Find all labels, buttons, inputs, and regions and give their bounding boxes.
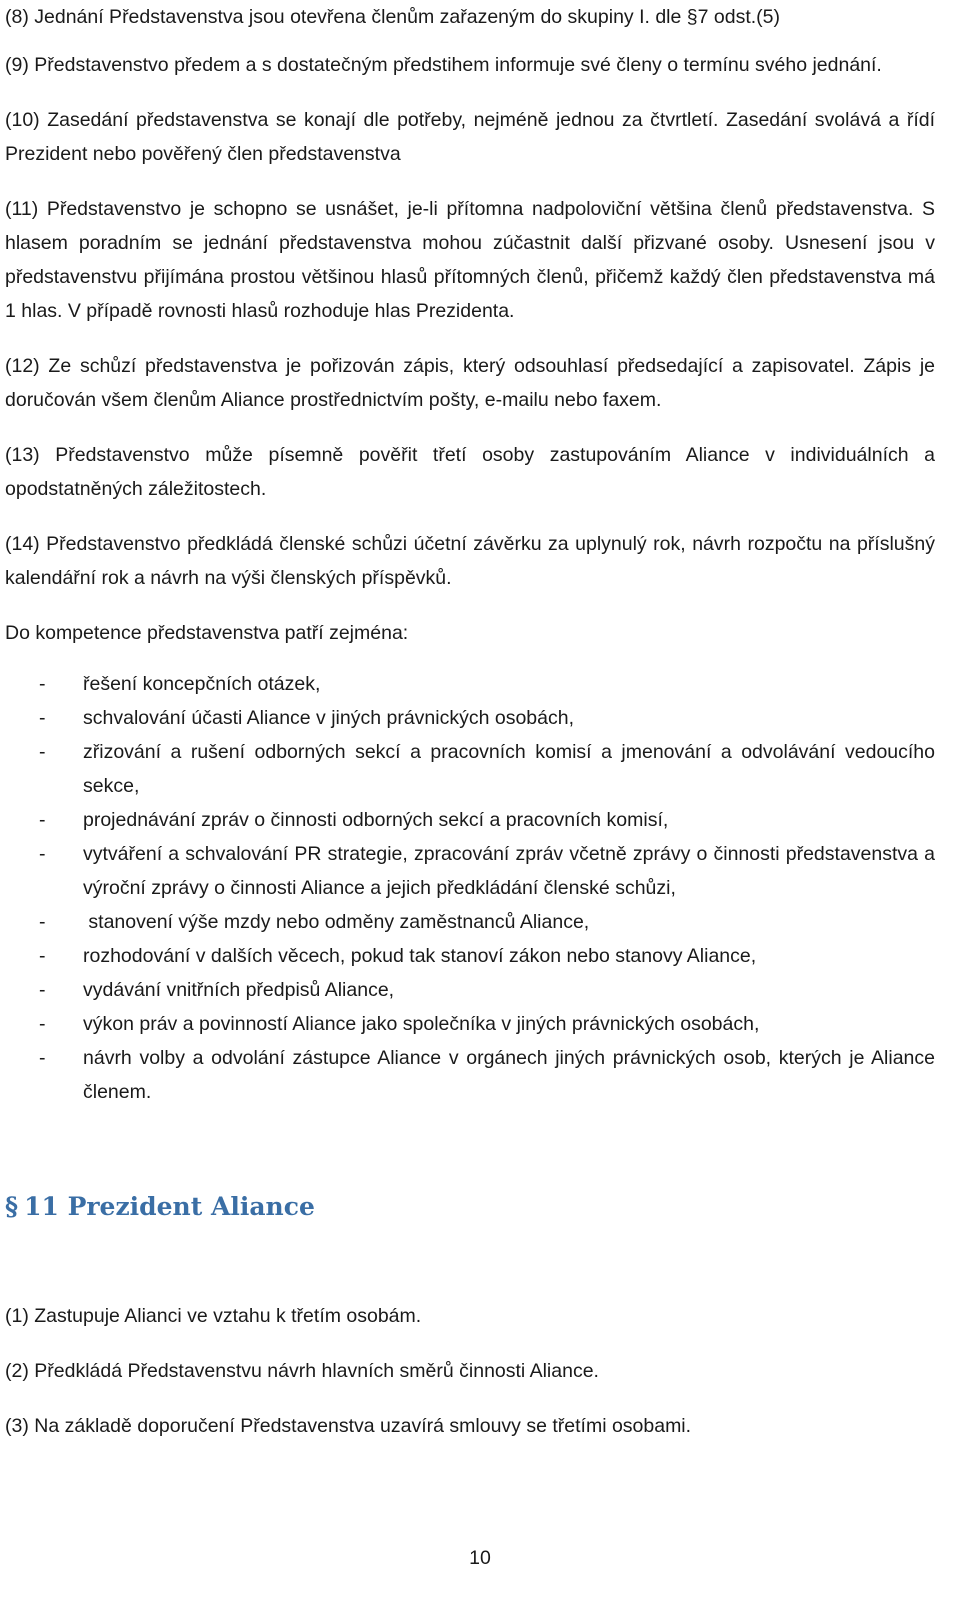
list-item	[5, 803, 935, 837]
list-item	[5, 667, 935, 701]
section-heading	[5, 1187, 935, 1227]
document-page	[5, 0, 935, 1443]
paragraph-10: (10) Zasedání představenstva se konají dle potřeby, nejméně jednou za čtvrtletí. Zasedání svolává a řídí Prezident nebo pověřený člen představenstva	[5, 109, 935, 165]
paragraph-9: (9) Představenstvo předem a s dostatečným předstihem informuje své členy o termínu svého jednání.	[5, 54, 882, 76]
paragraph-11: (11) Představenstvo je schopno se usnášet, je-li přítomna nadpoloviční většina členů představenstva. S hlasem poradním se jednání představenstva mohou zúčastnit další přizvané osoby. Usnesení jsou v představenstvu přijímána prostou většinou hlasů přítomných členů, přičemž každý člen představenstva má 1 hlas. V případě rovnosti hlasů rozhoduje hlas Prezidenta.	[5, 198, 935, 322]
list-item	[5, 905, 935, 939]
list-dash: -	[39, 945, 46, 967]
list-item-text: výkon práv a povinností Aliance jako společníka v jiných právnických osobách,	[83, 1013, 760, 1035]
list-item	[5, 939, 935, 973]
list-item-text: řešení koncepčních otázek,	[83, 673, 321, 695]
list-item	[5, 735, 935, 803]
list-item-text: vydávání vnitřních předpisů Aliance,	[83, 979, 395, 1001]
list-item-text: vytváření a schvalování PR strategie, zpracování zpráv včetně zprávy o činnosti představenstva a výroční zprávy o činnosti Aliance a jejich předkládání členské schůzi,	[83, 843, 935, 899]
list-item-text: stanovení výše mzdy nebo odměny zaměstnanců Aliance,	[83, 911, 590, 933]
section-symbol: §	[5, 1192, 19, 1221]
list-dash: -	[39, 843, 46, 865]
section-title: 11 Prezident Aliance	[24, 1192, 315, 1221]
list-dash: -	[39, 741, 46, 763]
paragraph-12: (12) Ze schůzí představenstva je pořizován zápis, který odsouhlasí předsedající a zapisovatel. Zápis je doručován všem členům Aliance prostřednictvím pošty, e-mailu nebo faxem.	[5, 355, 935, 411]
president-paragraph-2: (2) Předkládá Představenstvu návrh hlavních směrů činnosti Aliance.	[5, 1360, 599, 1382]
list-item	[5, 837, 935, 905]
list-item-text: projednávání zpráv o činnosti odborných sekcí a pracovních komisí,	[83, 809, 669, 831]
list-dash: -	[39, 979, 46, 1001]
list-item-text: zřizování a rušení odborných sekcí a pracovních komisí a jmenování a odvolávání vedoucího sekce,	[83, 741, 935, 797]
president-paragraph-1: (1) Zastupuje Alianci ve vztahu k třetím osobám.	[5, 1305, 422, 1327]
competence-intro: Do kompetence představenstva patří zejména:	[5, 622, 409, 644]
president-paragraph-3: (3) Na základě doporučení Představenstva uzavírá smlouvy se třetími osobami.	[5, 1415, 692, 1437]
list-dash: -	[39, 1013, 46, 1035]
paragraph-14: (14) Představenstvo předkládá členské schůzi účetní závěrku za uplynulý rok, návrh rozpočtu na příslušný kalendářní rok a návrh na výši členských příspěvků.	[5, 533, 935, 589]
list-dash: -	[39, 809, 46, 831]
list-item-text: návrh volby a odvolání zástupce Aliance v orgánech jiných právnických osob, kterých je Aliance členem.	[83, 1047, 935, 1103]
list-dash: -	[39, 911, 46, 933]
list-dash: -	[39, 673, 46, 695]
list-dash: -	[39, 1047, 46, 1069]
paragraph-13: (13) Představenstvo může písemně pověřit třetí osoby zastupováním Aliance v individuálních a opodstatněných záležitostech.	[5, 444, 935, 500]
list-item-text: rozhodování v dalších věcech, pokud tak stanoví zákon nebo stanovy Aliance,	[83, 945, 757, 967]
competence-list	[5, 667, 935, 1109]
list-item-text: schvalování účasti Aliance v jiných právnických osobách,	[83, 707, 575, 729]
page-number: 10	[469, 1547, 491, 1569]
list-dash: -	[39, 707, 46, 729]
list-item	[5, 1007, 935, 1041]
paragraph-8: (8) Jednání Představenstva jsou otevřena členům zařazeným do skupiny I. dle §7 odst.(5)	[5, 6, 780, 28]
list-item	[5, 701, 935, 735]
list-item	[5, 1041, 935, 1109]
list-item	[5, 973, 935, 1007]
